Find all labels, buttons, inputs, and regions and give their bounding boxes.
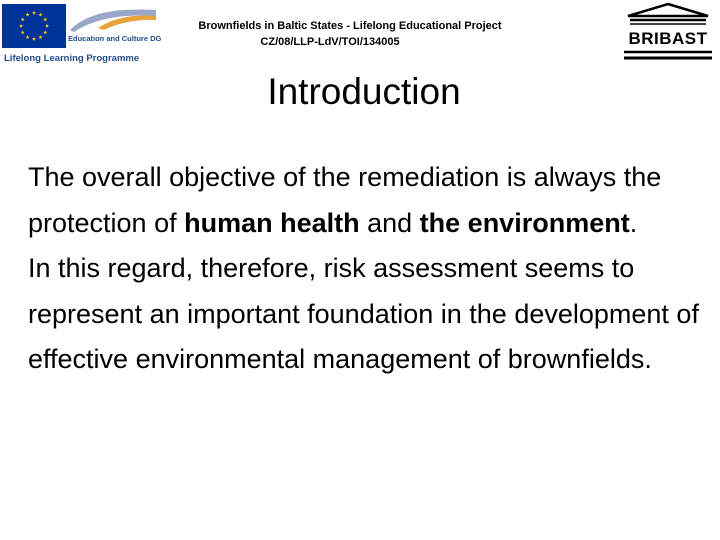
- bribast-logo: [620, 2, 720, 66]
- text-span: The overall objective of the remediation is always the protection of: [28, 162, 662, 238]
- education-culture-swoosh-icon: [68, 6, 158, 34]
- paragraph-risk-assessment: In this regard, therefore, risk assessment seems to represent an important foundation in the development of effective environmental management of brownfields.: [28, 253, 699, 374]
- slide-title: Introduction: [267, 71, 461, 112]
- eu-flag-icon: [2, 4, 66, 48]
- project-code: CZ/08/LLP-LdV/TOI/134005: [260, 36, 400, 48]
- slide-body: [28, 155, 708, 383]
- emphasis-human-health: human health: [184, 207, 360, 238]
- eu-program-label: Education and Culture DG: [68, 34, 162, 43]
- eu-llp-logo: [2, 4, 162, 64]
- llp-label: Lifelong Learning Programme: [4, 53, 140, 64]
- project-name: Brownfields in Baltic States - Lifelong Educational Project: [198, 20, 502, 32]
- project-header: [160, 18, 540, 50]
- text-span: and: [359, 207, 420, 238]
- bribast-logo-text: BRIBAST: [628, 29, 708, 48]
- paragraph-objective: [28, 155, 708, 246]
- emphasis-environment: the environment: [419, 207, 630, 238]
- text-span: .: [629, 207, 638, 238]
